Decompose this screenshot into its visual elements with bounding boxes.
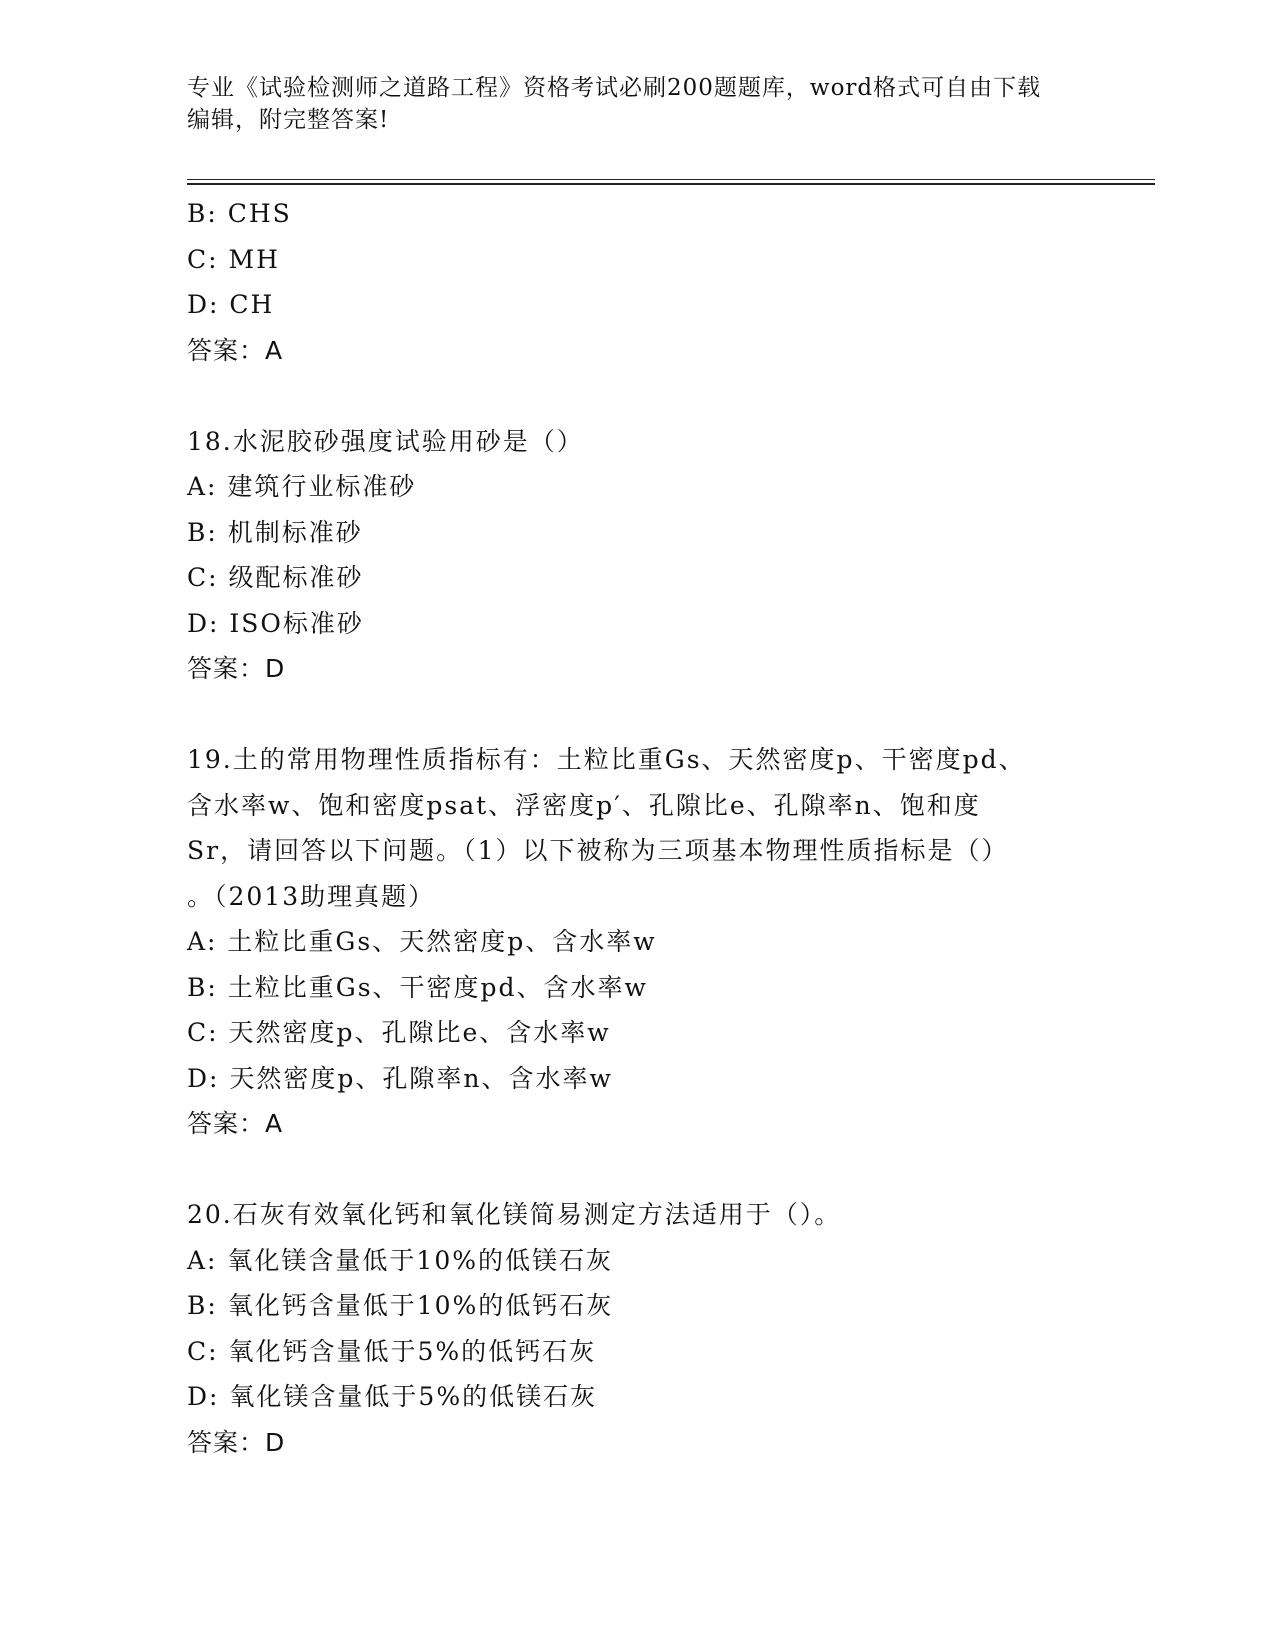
stem-line-1: 19.土的常用物理性质指标有：土粒比重Gs、天然密度p、干密度pd、 xyxy=(187,745,1026,774)
option-a: A: 氧化镁含量低于10%的低镁石灰 xyxy=(187,1245,613,1275)
page-header xyxy=(187,72,1087,136)
option-b: B: 机制标准砂 xyxy=(187,517,363,547)
header-line-1: 专业《试验检测师之道路工程》资格考试必刷200题题库，word格式可自由下载 xyxy=(187,75,1042,101)
header-rule-thin xyxy=(187,179,1155,180)
question-list xyxy=(187,191,1087,1465)
spacer xyxy=(187,373,1087,419)
option-b: B: 土粒比重Gs、干密度pd、含水率w xyxy=(187,972,648,1002)
option-b: B: 氧化钙含量低于10%的低钙石灰 xyxy=(187,1291,614,1320)
option-d: D: 氧化镁含量低于5%的低镁石灰 xyxy=(187,1382,598,1411)
option-d: D: 天然密度p、孔隙率n、含水率w xyxy=(187,1063,613,1093)
header-rule-thick xyxy=(187,183,1155,185)
question-20 xyxy=(187,1192,1087,1465)
option-c: C: 级配标准砂 xyxy=(187,563,364,592)
answer-line: 答案：D xyxy=(187,1427,286,1457)
stem-line-2: 含水率w、饱和密度psat、浮密度p′、孔隙比e、孔隙率n、饱和度 xyxy=(187,790,981,820)
question-18 xyxy=(187,419,1087,692)
header-line-2: 编辑，附完整答案! xyxy=(187,107,390,133)
option-d: D: CH xyxy=(187,290,275,319)
option-a: A: 土粒比重Gs、天然密度p、含水率w xyxy=(187,927,657,956)
option-d: D: ISO标准砂 xyxy=(187,608,364,638)
answer-line: 答案：A xyxy=(187,335,284,365)
answer-line: 答案：A xyxy=(187,1109,284,1138)
question-stem: 20.石灰有效氧化钙和氧化镁简易测定方法适用于（）。 xyxy=(187,1200,842,1229)
spacer xyxy=(187,692,1087,738)
option-c: C: MH xyxy=(187,244,280,274)
stem-line-3: Sr，请回答以下问题。（1）以下被称为三项基本物理性质指标是（） xyxy=(187,836,1009,865)
option-c: C: 天然密度p、孔隙比e、含水率w xyxy=(187,1018,611,1047)
option-c: C: 氧化钙含量低于5%的低钙石灰 xyxy=(187,1336,597,1366)
question-stem: 18.水泥胶砂强度试验用砂是（） xyxy=(187,426,584,456)
option-a: A: 建筑行业标准砂 xyxy=(187,472,417,501)
answer-line: 答案：D xyxy=(187,654,286,683)
question-19 xyxy=(187,737,1087,1147)
stem-line-4: 。（2013助理真题） xyxy=(187,881,436,911)
question-17-tail xyxy=(187,191,1087,373)
spacer xyxy=(187,1147,1087,1193)
question-stem xyxy=(187,737,1087,919)
option-b: B: CHS xyxy=(187,199,292,228)
